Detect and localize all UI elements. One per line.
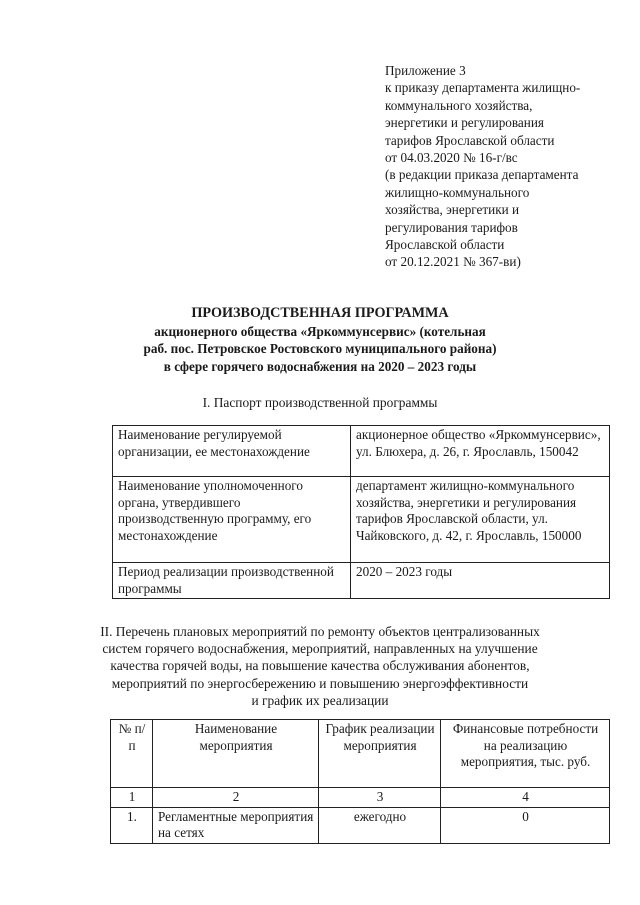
appendix-line: (в редакции приказа департамента (385, 167, 579, 183)
row-number: 1. (111, 807, 153, 843)
table-row (113, 477, 610, 563)
appendix-block (385, 62, 625, 271)
appendix-line: Ярославской области (385, 237, 505, 253)
measures-table (110, 719, 610, 844)
title-line: ПРОИЗВОДСТВЕННАЯ ПРОГРАММА (191, 305, 449, 321)
numbering-cell: 4 (441, 788, 610, 808)
passport-value: акционерное общество «Яркоммунсервис», ул. Блюхера, д. 26, г. Ярославль, 150042 (351, 426, 610, 477)
column-header-num: № п/п (111, 720, 153, 788)
appendix-line: хозяйства, энергетики и (385, 202, 520, 218)
column-header-name: Наименование мероприятия (153, 720, 319, 788)
appendix-line: Приложение 3 (385, 63, 466, 78)
numbering-row (111, 788, 610, 808)
table-row (113, 563, 610, 599)
section2-heading (0, 623, 640, 709)
appendix-line: регулирования тарифов (385, 219, 518, 235)
appendix-line: коммунального хозяйства, (385, 97, 533, 113)
section2-heading-line: мероприятий по энергосбережению и повышению энергоэффективности (111, 675, 529, 691)
row-finance: 0 (441, 807, 610, 843)
section1-heading: I. Паспорт производственной программы (202, 395, 438, 410)
row-schedule: ежегодно (319, 807, 441, 843)
section2-heading-line: и график их реализации (251, 692, 389, 708)
table-row (113, 426, 610, 477)
table-header-row (111, 720, 610, 788)
section2-heading-line: качества горячей воды, на повышение качества обслуживания абонентов, (110, 658, 530, 674)
numbering-cell: 1 (111, 788, 153, 808)
numbering-cell: 3 (319, 788, 441, 808)
passport-value: департамент жилищно-коммунального хозяйства, энергетики и регулирования тарифов Ярославской области, ул. Чайковского, д. 42, г. Ярославль, 150000 (351, 477, 610, 563)
passport-label: Период реализации производственной программы (113, 563, 351, 599)
appendix-line: энергетики и регулирования (385, 115, 544, 131)
row-measure-name: Регламентные мероприятия на сетях (153, 807, 319, 843)
section2-heading-line: систем горячего водоснабжения, мероприятий, направленных на улучшение (102, 641, 538, 657)
title-line: акционерного общества «Яркоммунсервис» (котельная (154, 323, 486, 339)
appendix-line: тарифов Ярославской области (385, 132, 555, 148)
title-line: в сфере горячего водоснабжения на 2020 – 2023 годы (163, 358, 477, 374)
passport-value: 2020 – 2023 годы (351, 563, 610, 599)
appendix-line: от 20.12.2021 № 367-ви) (385, 254, 521, 270)
table-row (111, 807, 610, 843)
appendix-line: от 04.03.2020 № 16-г/вс (385, 150, 518, 166)
column-header-finance: Финансовые потребности на реализацию мероприятия, тыс. руб. (441, 720, 610, 788)
column-header-schedule: График реализации мероприятия (319, 720, 441, 788)
appendix-line: жилищно-коммунального (385, 184, 530, 200)
appendix-line: к приказу департамента жилищно- (385, 80, 581, 96)
numbering-cell: 2 (153, 788, 319, 808)
passport-label: Наименование уполномоченного органа, утвердившего производственную программу, его местонахождение (113, 477, 351, 563)
passport-table (112, 425, 610, 599)
section2-heading-line: II. Перечень плановых мероприятий по ремонту объектов централизованных (100, 624, 540, 639)
document-title (0, 305, 640, 375)
passport-label: Наименование регулируемой организации, ее местонахождение (113, 426, 351, 477)
title-line: раб. пос. Петровское Ростовского муниципального района) (143, 341, 497, 357)
